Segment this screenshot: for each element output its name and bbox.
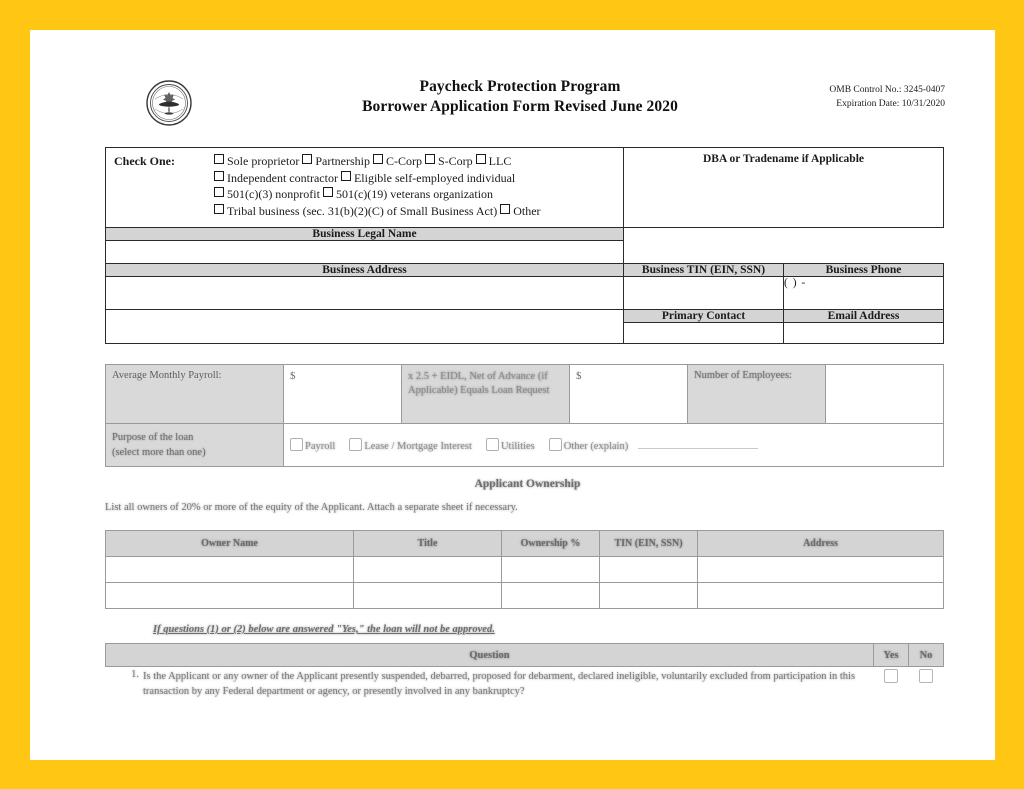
checkbox-icon[interactable] [214,187,224,197]
purpose-option-utilities[interactable]: Utilities [500,441,535,452]
document-page [30,30,995,760]
checkbox-icon[interactable] [214,154,224,164]
option-independent-contractor[interactable]: Independent contractor [227,170,338,185]
spacer-cell [624,228,944,241]
business-tin-header: Business TIN (EIN, SSN) [624,264,784,277]
purpose-label-line-1: Purpose of the loan [112,432,194,443]
question-1-no-checkbox-cell[interactable] [908,667,943,701]
option-c-corp[interactable]: C-Corp [385,154,422,168]
column-no: No [909,644,944,667]
cell-ownership-percent[interactable] [502,583,600,609]
option-eligible-self-employed[interactable]: Eligible self-employed individual [353,170,516,185]
question-1-text: Is the Applicant or any owner of the Applicant presently suspended, debarred, proposed for debarment, declared ineligible, voluntarily excluded from participation in this transaction by any Federal department or agency, or presently involved in any bankruptcy? [143,671,856,697]
primary-contact-input[interactable] [624,323,784,344]
email-address-header: Email Address [784,310,944,323]
questions-note: If questions (1) or (2) below are answered "Yes," the loan will not be approved. [153,624,495,635]
question-1-row [105,667,943,701]
purpose-other-input[interactable] [638,439,758,449]
checkbox-icon[interactable] [214,171,224,181]
cell-ownership-percent[interactable] [502,557,600,583]
omb-expiration-date: Expiration Date: 10/31/2020 [836,99,945,109]
loan-request-input[interactable] [570,365,688,424]
cell-owner-name[interactable] [106,557,354,583]
check-one-cell [106,148,624,228]
purpose-option-payroll[interactable]: Payroll [305,441,336,452]
dba-input[interactable] [624,165,943,227]
cell-address[interactable] [698,557,944,583]
option-other[interactable]: Other [513,203,541,218]
table-row [106,583,944,609]
primary-contact-header: Primary Contact [624,310,784,323]
business-phone-input[interactable]: ( ) - [784,277,944,310]
number-of-employees-label [688,365,826,424]
checkbox-icon[interactable] [919,669,933,683]
dba-header: DBA or Tradename if Applicable [702,153,864,165]
column-tin: TIN (EIN, SSN) [600,531,698,557]
purpose-options-cell [284,424,944,467]
questions-header-row [106,644,944,667]
checkbox-icon[interactable] [500,204,510,214]
applicant-ownership-subtitle: List all owners of 20% or more of the equity of the Applicant. Attach a separate sheet if necessary. [105,502,518,513]
currency-symbol: $ [290,370,296,382]
cell-title[interactable] [354,557,502,583]
option-tribal-business[interactable]: Tribal business (sec. 31(b)(2)(C) of Small Business Act) [227,203,498,218]
omb-control-number: OMB Control No.: 3245-0407 [829,85,945,95]
checkbox-icon[interactable] [373,154,383,164]
payroll-table [105,364,944,424]
option-s-corp[interactable]: S-Corp [437,154,473,168]
checkbox-icon[interactable] [884,669,898,683]
purpose-of-loan-table [105,423,944,467]
checkbox-icon[interactable] [486,438,499,451]
purpose-label-line-2: (select more than one) [112,447,206,458]
document-header [105,75,950,147]
check-one-label: Check One: [114,154,175,168]
avg-monthly-payroll-label: Average Monthly Payroll: [106,365,284,424]
column-yes: Yes [874,644,909,667]
number-of-employees-input[interactable] [826,365,944,424]
option-partnership[interactable]: Partnership [315,154,370,168]
applicant-ownership-title: Applicant Ownership [474,478,581,490]
checkbox-icon[interactable] [323,187,333,197]
business-legal-name-input[interactable] [106,241,624,264]
check-one-row-3 [214,186,609,203]
business-legal-name-header: Business Legal Name [106,228,624,241]
business-tin-input[interactable] [624,277,784,310]
checkbox-icon[interactable] [290,438,303,451]
purpose-label [106,424,284,467]
table-row [106,557,944,583]
business-address-header: Business Address [106,264,624,277]
column-address: Address [698,531,944,557]
email-address-input[interactable] [784,323,944,344]
sba-seal-icon [145,79,193,127]
title-line-1: Paycheck Protection Program [419,78,621,95]
spacer-cell [624,241,944,264]
purpose-option-other[interactable]: Other (explain) [563,441,629,452]
dba-cell[interactable] [624,148,944,228]
checkbox-icon[interactable] [549,438,562,451]
title-line-2: Borrower Application Form Revised June 2020 [362,98,678,115]
option-llc[interactable]: LLC [488,154,512,168]
checkbox-icon[interactable] [425,154,435,164]
checkbox-icon[interactable] [302,154,312,164]
multiplier-note [402,365,570,424]
business-address-input[interactable] [106,277,624,310]
cell-owner-name[interactable] [106,583,354,609]
check-one-row-1 [214,153,609,170]
business-legal-name-table [105,227,944,264]
multiplier-note-text: x 2.5 + EIDL, Net of Advance (if Applicable) Equals Loan Request [408,371,550,396]
ownership-table [105,530,944,609]
column-title: Title [354,531,502,557]
option-501c3-nonprofit[interactable]: 501(c)(3) nonprofit [227,187,320,201]
applicant-identity-table [105,147,944,228]
cell-address[interactable] [698,583,944,609]
checkbox-icon[interactable] [349,438,362,451]
business-contact-table [105,263,944,344]
currency-symbol: $ [576,370,582,382]
number-of-employees-text: Number of Employees: [694,370,792,381]
column-question: Question [106,644,874,667]
business-phone-header: Business Phone [784,264,944,277]
checkbox-icon[interactable] [214,204,224,214]
checkbox-icon[interactable] [476,154,486,164]
question-1-number: 1. [131,669,139,680]
business-address-input-2[interactable] [106,310,624,344]
question-1-yes-checkbox-cell[interactable] [873,667,908,701]
avg-monthly-payroll-input[interactable] [284,365,402,424]
purpose-option-lease-mortgage[interactable]: Lease / Mortgage Interest [364,441,472,452]
option-501c19-veterans[interactable]: 501(c)(19) veterans organization [335,187,494,201]
omb-block [829,83,945,111]
check-one-row-4 [214,203,609,220]
page-title [285,77,755,117]
column-ownership-percent: Ownership % [502,531,600,557]
check-one-row-2 [214,170,609,187]
cell-tin[interactable] [600,583,698,609]
questions-table [105,643,944,667]
column-owner-name: Owner Name [106,531,354,557]
cell-title[interactable] [354,583,502,609]
option-sole-proprietor[interactable]: Sole proprietor [227,154,300,168]
cell-tin[interactable] [600,557,698,583]
table-header-row [106,531,944,557]
checkbox-icon[interactable] [341,171,351,181]
